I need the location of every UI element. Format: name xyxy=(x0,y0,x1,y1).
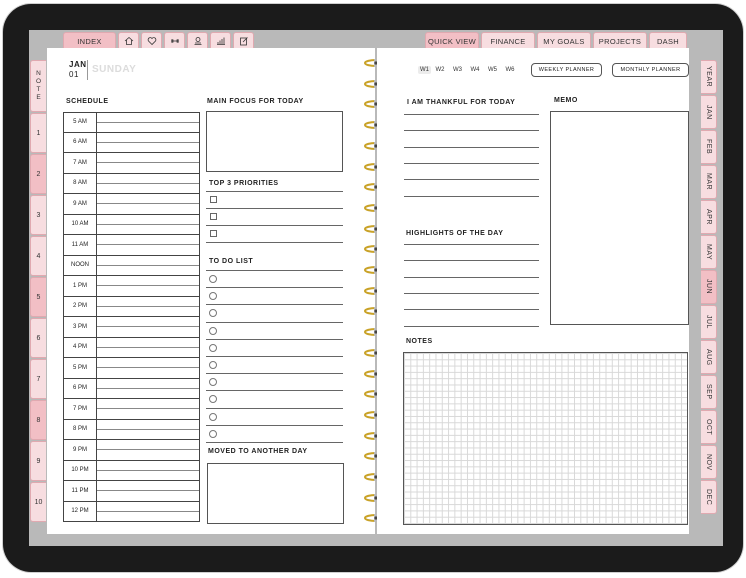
notepad-icon xyxy=(239,36,249,46)
thankful-line[interactable] xyxy=(404,147,539,148)
tab-health[interactable] xyxy=(141,32,162,49)
schedule-lines xyxy=(97,317,199,337)
left-tab-label: 1 xyxy=(36,129,41,137)
date-month: JAN xyxy=(69,60,87,69)
priority-checkbox[interactable] xyxy=(210,213,217,220)
tab-my-goals[interactable] xyxy=(537,32,591,49)
tablet-frame xyxy=(3,4,743,572)
schedule-row[interactable] xyxy=(63,502,200,523)
schedule-time: 8 AM xyxy=(64,174,97,194)
left-tab-label: 4 xyxy=(36,252,41,260)
left-tab-8[interactable] xyxy=(30,400,46,440)
right-tab-oct[interactable] xyxy=(701,410,717,444)
schedule-lines xyxy=(97,481,199,501)
left-tab-3[interactable] xyxy=(30,195,46,235)
priorities-title: TOP 3 PRIORITIES xyxy=(209,180,279,187)
schedule-time: 7 PM xyxy=(64,399,97,419)
moved-box[interactable] xyxy=(207,463,344,524)
thankful-line[interactable] xyxy=(404,196,539,197)
dumbbell-icon xyxy=(170,36,180,46)
schedule-time: 11 AM xyxy=(64,235,97,255)
schedule-time: 4 PM xyxy=(64,338,97,358)
right-tab-label: NOV xyxy=(705,453,712,471)
right-tab-label: YEAR xyxy=(705,66,712,88)
left-tab-label: 9 xyxy=(36,457,41,465)
schedule-lines xyxy=(97,215,199,235)
money-icon xyxy=(193,36,203,46)
highlight-line[interactable] xyxy=(404,309,539,310)
schedule-lines xyxy=(97,174,199,194)
schedule-lines xyxy=(97,379,199,399)
schedule-lines xyxy=(97,133,199,153)
left-page xyxy=(47,48,375,534)
date-day: 01 xyxy=(69,70,79,79)
priority-checkbox[interactable] xyxy=(210,230,217,237)
schedule-lines xyxy=(97,461,199,481)
right-tab-year[interactable] xyxy=(701,60,717,94)
schedule-lines xyxy=(97,194,199,214)
schedule-time: 8 PM xyxy=(64,420,97,440)
tab-home[interactable] xyxy=(118,32,139,49)
right-tab-jul[interactable] xyxy=(701,305,717,339)
date-weekday: SUNDAY xyxy=(92,64,137,75)
priority-checkbox[interactable] xyxy=(210,196,217,203)
schedule-row[interactable] xyxy=(63,153,200,174)
schedule-lines xyxy=(97,338,199,358)
left-tab-note-label: NOTE xyxy=(35,70,42,102)
todo-checkbox[interactable] xyxy=(209,309,217,317)
right-tab-label: MAR xyxy=(705,173,712,191)
thankful-title: I AM THANKFUL FOR TODAY xyxy=(407,99,516,106)
schedule-time: 10 PM xyxy=(64,461,97,481)
thankful-line[interactable] xyxy=(404,179,539,180)
tab-quick-view[interactable] xyxy=(425,32,479,49)
priorities-line xyxy=(206,225,343,226)
right-tab-aug[interactable] xyxy=(701,340,717,374)
schedule-time: 6 PM xyxy=(64,379,97,399)
right-tab-jun[interactable] xyxy=(701,270,717,304)
left-tab-label: 7 xyxy=(36,375,41,383)
schedule-time: 3 PM xyxy=(64,317,97,337)
schedule-row[interactable] xyxy=(63,235,200,256)
schedule-time: 5 PM xyxy=(64,358,97,378)
schedule-time: 5 AM xyxy=(64,113,97,132)
thankful-line[interactable] xyxy=(404,130,539,131)
weekly-planner-button[interactable]: WEEKLY PLANNER xyxy=(531,63,602,77)
todo-line xyxy=(206,356,343,357)
tab-notepad[interactable] xyxy=(233,32,254,49)
left-tab-2[interactable] xyxy=(30,154,46,194)
schedule-time: 6 AM xyxy=(64,133,97,153)
schedule-row[interactable] xyxy=(63,358,200,379)
schedule-row[interactable] xyxy=(63,317,200,338)
left-tab-label: 8 xyxy=(36,416,41,424)
left-tab-label: 3 xyxy=(36,211,41,219)
schedule-row[interactable] xyxy=(63,256,200,277)
right-tab-apr[interactable] xyxy=(701,200,717,234)
highlight-line[interactable] xyxy=(404,260,539,261)
right-tabs xyxy=(701,60,719,515)
right-tab-dec[interactable] xyxy=(701,480,717,514)
main-focus-title: MAIN FOCUS FOR TODAY xyxy=(207,98,304,105)
schedule-title: SCHEDULE xyxy=(66,98,109,105)
tab-chart[interactable] xyxy=(210,32,231,49)
tab-index-label: INDEX xyxy=(77,36,102,46)
right-tab-feb[interactable] xyxy=(701,130,717,164)
notes-grid[interactable] xyxy=(403,352,688,525)
right-tab-sep[interactable] xyxy=(701,375,717,409)
schedule-lines xyxy=(97,399,199,419)
tab-dash-label: DASH xyxy=(656,36,680,46)
schedule-lines xyxy=(97,502,199,522)
date-divider xyxy=(87,60,88,80)
schedule-time: 7 AM xyxy=(64,153,97,173)
left-tab-note[interactable] xyxy=(30,60,46,112)
todo-line xyxy=(206,339,343,340)
left-tab-7[interactable] xyxy=(30,359,46,399)
schedule-time: NOON xyxy=(64,256,97,276)
todo-line xyxy=(206,322,343,323)
memo-box[interactable] xyxy=(550,111,689,325)
right-tab-may[interactable] xyxy=(701,235,717,269)
right-tab-mar[interactable] xyxy=(701,165,717,199)
todo-line xyxy=(206,408,343,409)
heart-icon xyxy=(147,36,157,46)
schedule-time: 9 PM xyxy=(64,440,97,460)
schedule-time: 2 PM xyxy=(64,297,97,317)
tab-quick-view-label: QUICK VIEW xyxy=(427,36,476,46)
todo-checkbox[interactable] xyxy=(209,378,217,386)
highlight-line[interactable] xyxy=(404,293,539,294)
schedule-lines xyxy=(97,235,199,255)
left-tab-label: 10 xyxy=(34,498,43,506)
schedule-time: 1 PM xyxy=(64,276,97,296)
tab-money[interactable] xyxy=(187,32,208,49)
schedule-grid xyxy=(63,112,200,522)
right-tab-label: SEP xyxy=(705,384,712,400)
schedule-row[interactable] xyxy=(63,420,200,441)
left-tab-9[interactable] xyxy=(30,441,46,481)
memo-title: MEMO xyxy=(554,97,578,104)
schedule-time: 10 AM xyxy=(64,215,97,235)
right-tab-label: JUN xyxy=(705,279,712,295)
todo-line xyxy=(206,304,343,305)
left-tab-6[interactable] xyxy=(30,318,46,358)
priorities-line xyxy=(206,208,343,209)
highlights-title: HIGHLIGHTS OF THE DAY xyxy=(406,230,504,237)
week-button-w6[interactable]: W6 xyxy=(505,67,515,73)
right-tab-label: FEB xyxy=(705,139,712,155)
schedule-row[interactable] xyxy=(63,276,200,297)
schedule-row[interactable] xyxy=(63,133,200,154)
todo-checkbox[interactable] xyxy=(209,361,217,369)
left-tab-5[interactable] xyxy=(30,277,46,317)
todo-line xyxy=(206,442,343,443)
left-tab-4[interactable] xyxy=(30,236,46,276)
left-tabs xyxy=(30,60,46,523)
todo-checkbox[interactable] xyxy=(209,430,217,438)
right-tab-nov[interactable] xyxy=(701,445,717,479)
schedule-row[interactable] xyxy=(63,215,200,236)
schedule-lines xyxy=(97,153,199,173)
schedule-row[interactable] xyxy=(63,338,200,359)
right-page xyxy=(377,48,689,534)
tab-my-goals-label: MY GOALS xyxy=(543,36,585,46)
schedule-row[interactable] xyxy=(63,174,200,195)
left-tab-label: 2 xyxy=(36,170,41,178)
week-button-w3[interactable]: W3 xyxy=(453,67,462,73)
schedule-lines xyxy=(97,420,199,440)
week-button-w4[interactable]: W4 xyxy=(470,67,480,73)
schedule-time: 9 AM xyxy=(64,194,97,214)
left-tab-10[interactable] xyxy=(30,482,46,522)
schedule-lines xyxy=(97,297,199,317)
monthly-planner-button[interactable]: MONTHLY PLANNER xyxy=(612,63,689,77)
right-tab-label: JAN xyxy=(705,104,712,120)
tab-fitness[interactable] xyxy=(164,32,185,49)
tab-projects-label: PROJECTS xyxy=(598,36,642,46)
schedule-row[interactable] xyxy=(63,194,200,215)
right-tab-label: JUL xyxy=(705,315,712,329)
todo-title: TO DO LIST xyxy=(209,258,254,265)
tab-dash[interactable] xyxy=(649,32,687,49)
left-tab-label: 5 xyxy=(36,293,41,301)
priorities-line xyxy=(206,191,343,192)
tab-projects[interactable] xyxy=(593,32,647,49)
schedule-lines xyxy=(97,276,199,296)
right-tab-label: AUG xyxy=(705,348,712,366)
tab-index[interactable] xyxy=(63,32,116,49)
schedule-row[interactable] xyxy=(63,440,200,461)
thankful-line[interactable] xyxy=(404,163,539,164)
schedule-lines xyxy=(97,440,199,460)
schedule-row[interactable] xyxy=(63,481,200,502)
highlight-line[interactable] xyxy=(404,277,539,278)
thankful-line[interactable] xyxy=(404,114,539,115)
right-tab-label: OCT xyxy=(705,418,712,436)
schedule-row[interactable] xyxy=(63,112,200,133)
tab-finance[interactable] xyxy=(481,32,535,49)
schedule-time: 11 PM xyxy=(64,481,97,501)
todo-checkbox[interactable] xyxy=(209,292,217,300)
tab-finance-label: FINANCE xyxy=(490,36,526,46)
right-tab-label: MAY xyxy=(705,243,712,261)
left-tab-1[interactable] xyxy=(30,113,46,153)
highlight-line[interactable] xyxy=(404,244,539,245)
main-focus-box[interactable] xyxy=(206,111,343,172)
todo-checkbox[interactable] xyxy=(209,413,217,421)
highlight-line[interactable] xyxy=(404,326,539,327)
todo-line xyxy=(206,270,343,271)
todo-checkbox[interactable] xyxy=(209,275,217,283)
week-button-w2[interactable]: W2 xyxy=(435,67,445,73)
chart-icon xyxy=(216,36,226,46)
planner-screen xyxy=(29,30,723,546)
home-icon xyxy=(124,36,134,46)
week-button-w5[interactable]: W5 xyxy=(488,67,497,73)
schedule-row[interactable] xyxy=(63,461,200,482)
notes-title: NOTES xyxy=(406,338,433,345)
moved-title: MOVED TO ANOTHER DAY xyxy=(208,448,308,455)
schedule-lines xyxy=(97,256,199,276)
priorities-line xyxy=(206,242,343,243)
todo-line xyxy=(206,425,343,426)
todo-checkbox[interactable] xyxy=(209,344,217,352)
todo-line xyxy=(206,373,343,374)
schedule-row[interactable] xyxy=(63,399,200,420)
right-tab-label: DEC xyxy=(705,488,712,506)
schedule-lines xyxy=(97,113,199,132)
schedule-row[interactable] xyxy=(63,379,200,400)
schedule-time: 12 PM xyxy=(64,502,97,522)
todo-line xyxy=(206,390,343,391)
todo-line xyxy=(206,287,343,288)
left-tab-label: 6 xyxy=(36,334,41,342)
schedule-row[interactable] xyxy=(63,297,200,318)
right-tab-label: APR xyxy=(705,209,712,225)
todo-checkbox[interactable] xyxy=(209,395,217,403)
right-tab-jan[interactable] xyxy=(701,95,717,129)
schedule-lines xyxy=(97,358,199,378)
week-button-w1[interactable]: W1 xyxy=(420,67,429,73)
todo-checkbox[interactable] xyxy=(209,327,217,335)
